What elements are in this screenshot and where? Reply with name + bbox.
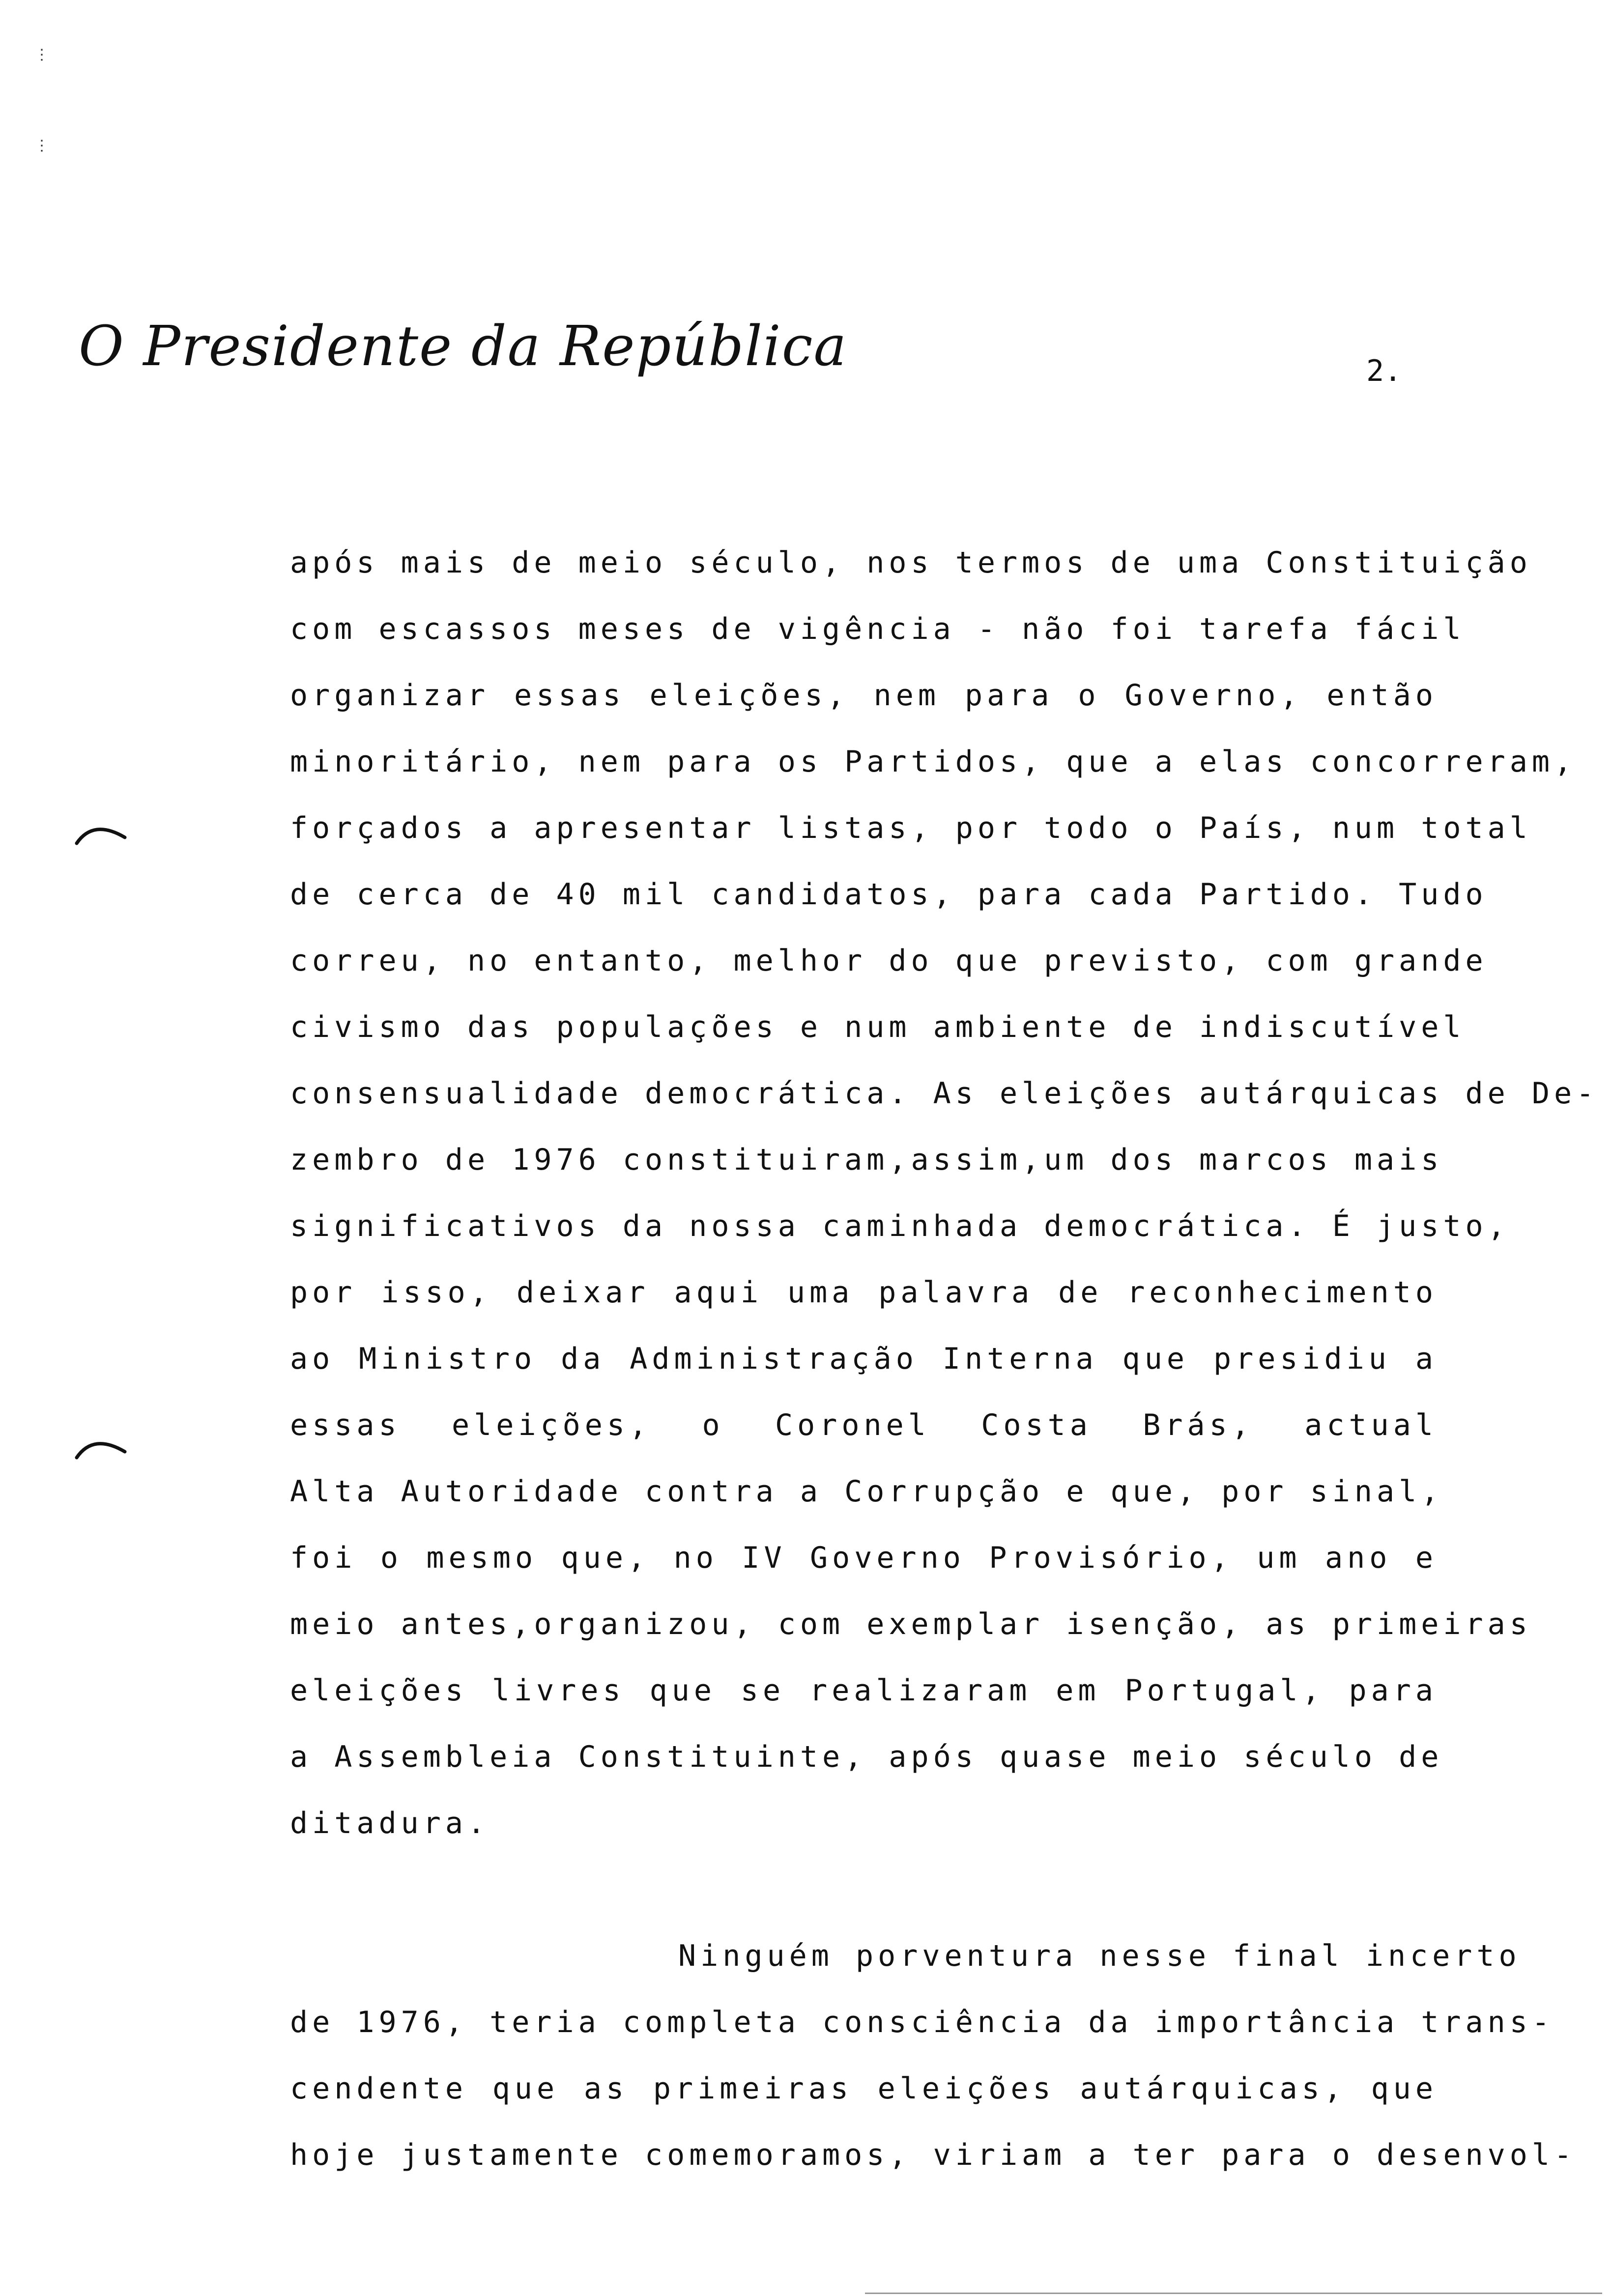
bottom-rule [865,2293,1602,2294]
edge-tick-mark: ⋮ [34,137,49,154]
text-line: forçados a apresentar listas, por todo o País, num total [290,811,1532,845]
paragraph-2 [290,1934,1577,2199]
text-line: eleições livres que se realizaram em Portugal, para [290,1673,1438,1708]
punch-hole-mark [74,1430,128,1460]
text-line: ditadura. [290,1806,490,1840]
text-line: essas eleições, o Coronel Costa Brás, actual [290,1408,1438,1442]
text-line: meio antes,organizou, com exemplar isenção, as primeiras [290,1607,1532,1641]
text-line: minoritário, nem para os Partidos, que a elas concorreram, [290,745,1577,779]
text-line: Alta Autoridade contra a Corrupção e que, por sinal, [290,1474,1443,1509]
page-number: 2. [1366,354,1402,388]
text-line: civismo das populações e num ambiente de indiscutível [290,1010,1466,1044]
text-line: de 1976, teria completa consciência da importância trans- [290,2005,1554,2039]
text-line: por isso, deixar aqui uma palavra de reconhecimento [290,1275,1438,1310]
body-text [290,541,1599,2199]
text-line: organizar essas eleições, nem para o Governo, então [290,678,1438,713]
text-line: zembro de 1976 constituiram,assim,um dos marcos mais [290,1143,1443,1177]
punch-hole-mark [74,816,128,845]
text-line: Ninguém porventura nesse final incerto [678,1939,1521,1973]
text-line: após mais de meio século, nos termos de uma Constituição [290,545,1532,580]
text-line: com escassos meses de vigência - não foi tarefa fácil [290,612,1466,646]
letterhead-title: O Presidente da República [79,315,848,378]
text-line: consensualidade democrática. As eleições autárquicas de De- [290,1076,1599,1111]
text-line: significativos da nossa caminhada democrática. É justo, [290,1209,1510,1243]
text-line: de cerca de 40 mil candidatos, para cada Partido. Tudo [290,877,1488,912]
text-line: a Assembleia Constituinte, após quase meio século de [290,1740,1443,1774]
text-line: foi o mesmo que, no IV Governo Provisório, um ano e [290,1541,1438,1575]
paragraph-gap [290,1867,1438,1934]
edge-tick-mark: ⋮ [34,46,49,63]
text-line: cendente que as primeiras eleições autárquicas, que [290,2071,1438,2106]
text-line: ao Ministro da Administração Interna que presidiu a [290,1342,1438,1376]
text-line: hoje justamente comemoramos, viriam a ter para o desenvol- [290,2138,1577,2172]
paragraph-1 [290,541,1599,1867]
text-line: correu, no entanto, melhor do que previsto, com grande [290,944,1488,978]
